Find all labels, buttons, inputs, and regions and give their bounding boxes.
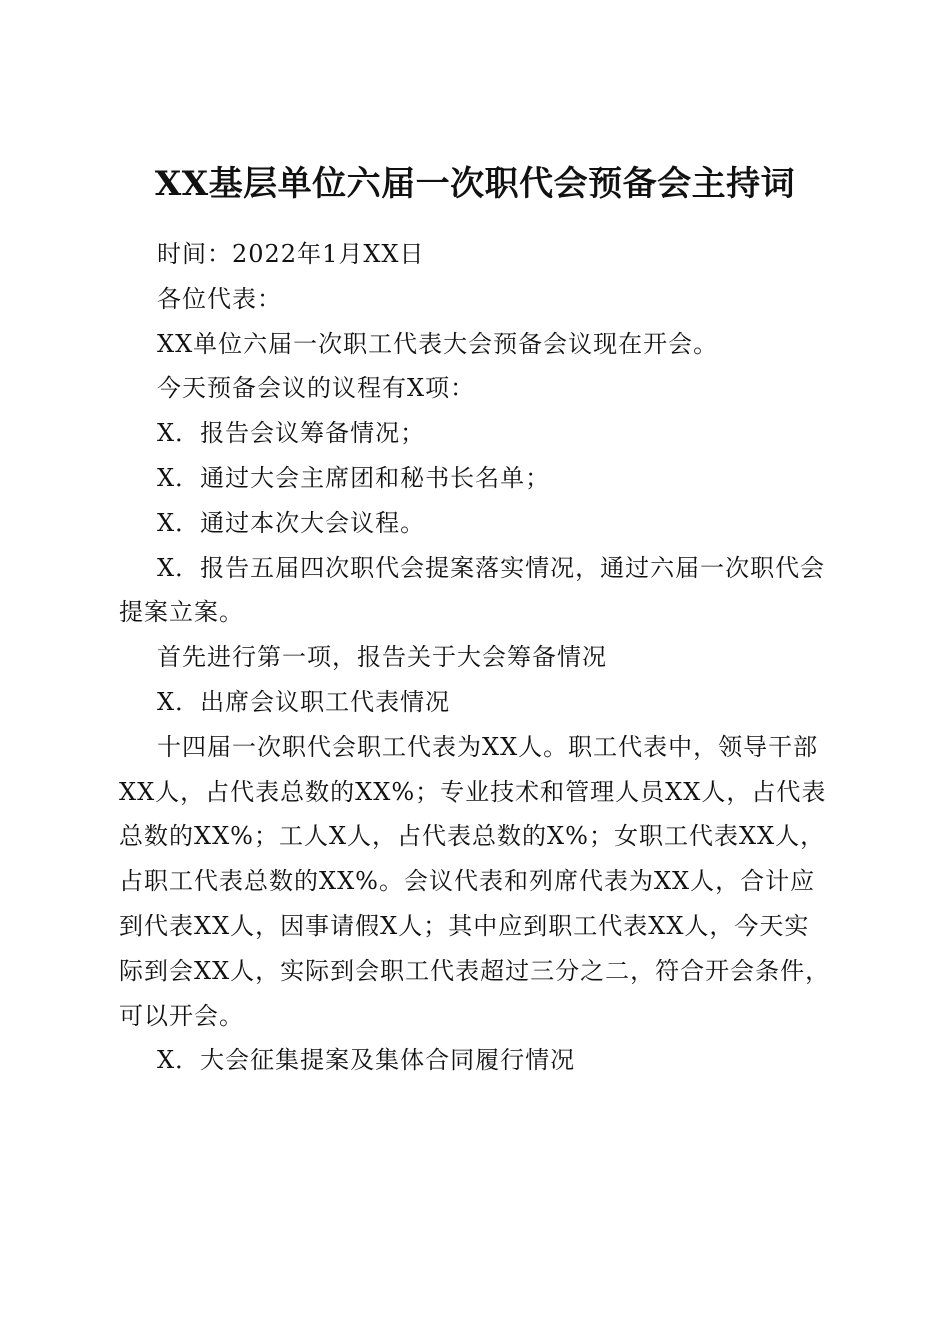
- salutation: 各位代表：: [157, 284, 282, 313]
- agenda-item: X．报告会议筹备情况；: [157, 419, 426, 448]
- paragraph-opening: XX单位六届一次职工代表大会预备会议现在开会。: [157, 329, 719, 358]
- section-heading: X．出席会议职工代表情况: [157, 687, 451, 716]
- agenda-item: X．通过大会主席团和秘书长名单；: [157, 463, 551, 492]
- paragraph-first-item: 首先进行第一项，报告关于大会筹备情况: [157, 643, 607, 672]
- meeting-time: 时间：2022年1月XX日: [157, 240, 425, 268]
- document-body: [119, 232, 831, 1083]
- section-heading: X．大会征集提案及集体合同履行情况: [157, 1046, 576, 1075]
- agenda-item: X．通过本次大会议程。: [157, 508, 426, 537]
- agenda-item: X．报告五届四次职代会提案落实情况，通过六届一次职代会提案立案。: [119, 553, 826, 627]
- paragraph-attendance: 十四届一次职代会职工代表为XX人。职工代表中，领导干部XX人，占代表总数的XX%；专业技术和管理人员XX人，占代表总数的XX%；工人X人，占代表总数的X%；女职工代表XX人，占职工代表总数的XX%。会议代表和列席代表为XX人，合计应到代表XX人，因事请假X人；其中应到职工代表XX人，今天实际到会XX人，实际到会职工代表超过三分之二，符合开会条件，可以开会。: [119, 732, 831, 1030]
- paragraph-agenda-intro: 今天预备会议的议程有X项：: [157, 374, 476, 403]
- document-title: XX基层单位六届一次职代会预备会主持词: [154, 163, 796, 204]
